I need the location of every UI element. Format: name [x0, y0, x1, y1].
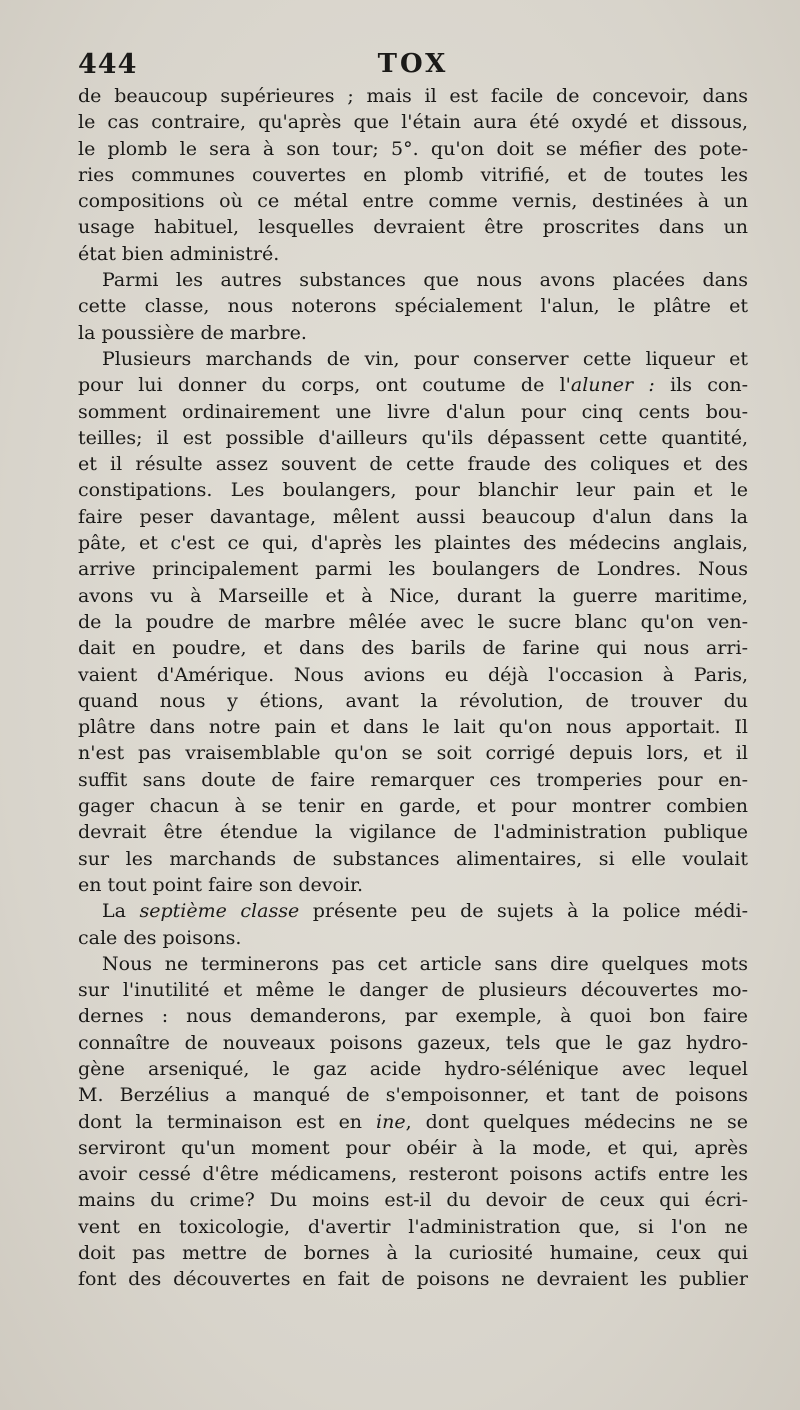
text-line: constipations. Les boulangers, pour blanchir leur pain et le — [78, 479, 748, 502]
text-line: la poussière de marbre. — [78, 321, 307, 344]
page-header — [78, 49, 748, 83]
text-line: vaient d'Amérique. Nous avions eu déjà l'occasion à Paris, — [78, 663, 748, 686]
text-segment: présente peu de sujets à la police médi- — [299, 900, 748, 923]
text-line — [78, 898, 748, 924]
text-line: suffit sans doute de faire remarquer ces tromperies pour en- — [78, 768, 748, 791]
text-line: arrive principalement parmi les boulangers de Londres. Nous — [78, 558, 748, 581]
text-line: sur les marchands de substances alimentaires, si elle voulait — [78, 847, 748, 870]
text-line: quand nous y étions, avant la révolution, de trouver du — [78, 689, 748, 712]
text-line: M. Berzélius a manqué de s'empoisonner, et tant de poisons — [78, 1084, 748, 1107]
text-line: pâte, et c'est ce qui, d'après les plaintes des médecins anglais, — [78, 532, 748, 555]
text-line: de beaucoup supérieures ; mais il est facile de concevoir, dans — [78, 85, 748, 107]
text-line: mains du crime? Du moins est-il du devoir de ceux qui écri- — [78, 1189, 748, 1212]
text-line: et il résulte assez souvent de cette fraude des coliques et des — [78, 453, 748, 476]
text-line: le plomb le sera à son tour; 5°. qu'on doit se méfier des pote- — [78, 137, 748, 160]
text-line: cale des poisons. — [78, 926, 242, 949]
text-line: plâtre dans notre pain et dans le lait qu'on nous apportait. Il — [78, 716, 748, 739]
text-segment: dont la terminaison est en — [78, 1110, 377, 1133]
running-head: TOX — [377, 49, 449, 79]
text-line: gène arseniqué, le gaz acide hydro-sélénique avec lequel — [78, 1057, 748, 1080]
text-segment: ils con- — [654, 374, 748, 397]
text-line: faire peser davantage, mêlent aussi beaucoup d'alun dans la — [78, 505, 748, 528]
italic-term: ine — [376, 1110, 406, 1133]
text-line: sur l'inutilité et même le danger de plusieurs découvertes mo- — [78, 979, 748, 1002]
italic-term: aluner : — [570, 374, 655, 397]
text-line: Parmi les autres substances que nous avons placées dans — [102, 269, 748, 292]
text-line: teilles; il est possible d'ailleurs qu'ils dépassent cette quantité, — [78, 426, 748, 449]
text-segment: La — [102, 900, 140, 923]
text-line: dernes : nous demanderons, par exemple, à quoi bon faire — [78, 1005, 748, 1028]
text-line: devrait être étendue la vigilance de l'administration publique — [78, 821, 748, 844]
page-number: 444 — [78, 49, 138, 80]
text-line: compositions où ce métal entre comme vernis, destinées à un — [78, 190, 748, 213]
text-line — [78, 372, 748, 398]
text-line: gager chacun à se tenir en garde, et pour montrer combien — [78, 795, 748, 818]
text-line: Plusieurs marchands de vin, pour conserver cette liqueur et — [102, 347, 748, 370]
text-line: vent en toxicologie, d'avertir l'administration que, si l'on ne — [78, 1215, 748, 1238]
text-line: cette classe, nous noterons spécialement l'alun, le plâtre et — [78, 295, 748, 318]
text-line: n'est pas vraisemblable qu'on se soit corrigé depuis lors, et il — [78, 742, 748, 765]
text-line: de la poudre de marbre mêlée avec le sucre blanc qu'on ven- — [78, 610, 748, 633]
text-line: connaître de nouveaux poisons gazeux, tels que le gaz hydro- — [78, 1031, 748, 1054]
text-line: ries communes couvertes en plomb vitrifié, et de toutes les — [78, 163, 748, 186]
text-line: serviront qu'un moment pour obéir à la mode, et qui, après — [78, 1136, 748, 1159]
text-line: somment ordinairement une livre d'alun pour cinq cents bou- — [78, 400, 748, 423]
text-line: en tout point faire son devoir. — [78, 873, 364, 896]
text-segment: , dont quelques médecins ne se — [405, 1110, 748, 1133]
text-line: avons vu à Marseille et à Nice, durant la guerre maritime, — [78, 584, 748, 607]
text-line: avoir cessé d'être médicamens, resteront poisons actifs entre les — [78, 1163, 748, 1186]
text-line: dait en poudre, et dans des barils de farine qui nous arri- — [78, 637, 748, 660]
text-line: le cas contraire, qu'après que l'étain aura été oxydé et dissous, — [78, 111, 748, 134]
text-line: doit pas mettre de bornes à la curiosité humaine, ceux qui — [78, 1242, 748, 1265]
text-line: usage habituel, lesquelles devraient être proscrites dans un — [78, 216, 748, 239]
text-segment: pour lui donner du corps, ont coutume de l' — [78, 374, 571, 397]
text-line: font des découvertes en fait de poisons ne devraient les publier — [78, 1268, 748, 1291]
text-line — [78, 1109, 748, 1135]
text-line: état bien administré. — [78, 242, 280, 265]
italic-term: septième classe — [139, 900, 300, 923]
body-text — [78, 83, 748, 1293]
text-line: Nous ne terminerons pas cet article sans dire quelques mots — [102, 952, 748, 975]
